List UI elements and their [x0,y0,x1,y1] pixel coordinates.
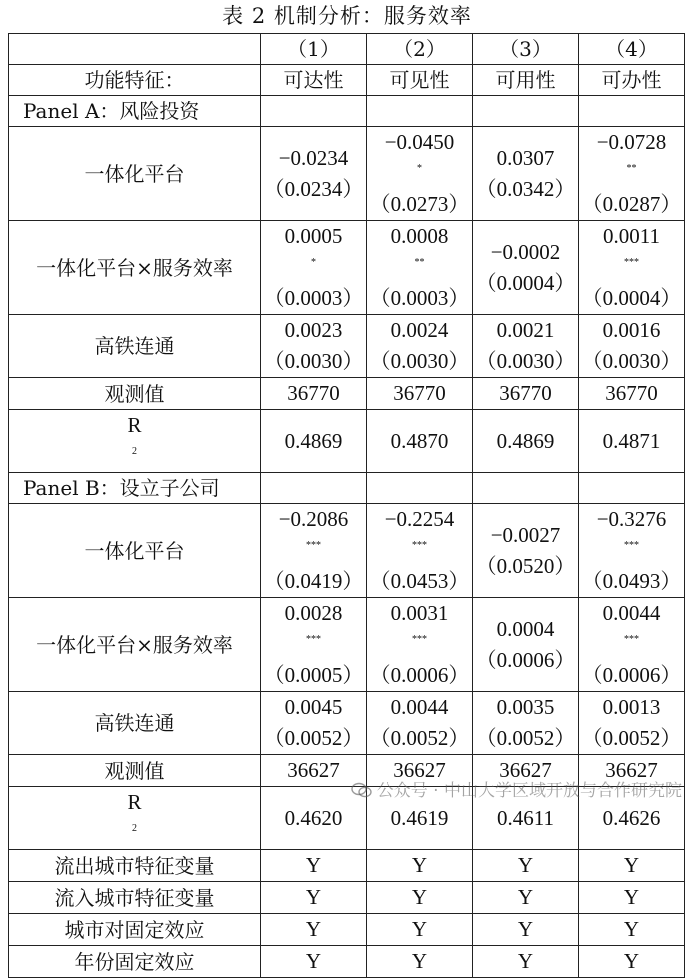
wechat-icon [351,782,373,798]
col-header: （2） [367,34,473,65]
row-label: 一体化平台×服务效率 [9,598,261,692]
table-caption: 表 2 机制分析：服务效率 [222,4,472,28]
header-blank [9,34,261,65]
panel-a-label: Panel A：风险投资 [9,96,261,127]
table-row: 高铁连通 0.0045 （0.0052） 0.0044 （0.0052） 0.0035 （0.0052） 0.0013 （0.0052） [9,692,685,755]
feature-header: 可见性 [367,65,473,96]
row-label: 年份固定效应 [9,946,261,978]
panel-b-row [9,473,685,504]
watermark [351,776,682,801]
watermark-text: 公众号 · 中山大学区域开放与合作研究院 [376,781,682,801]
table-row: 一体化平台×服务效率 0.0028 *** （0.0005） 0.0031 *** （0.0006） 0.0004 （0.0006） 0.0044 *** （0.0006） [9,598,685,692]
row-label: 高铁连通 [9,315,261,378]
col-header: （3） [473,34,579,65]
r2-row: R $^2$ 0.4620 0.4619 0.4611 0.4626 [9,787,685,850]
feature-header: 可办性 [579,65,685,96]
regression-table [8,33,685,978]
table-row: 高铁连通 0.0023 （0.0030） 0.0024 （0.0030） 0.0021 （0.0030） 0.0016 （0.0030） [9,315,685,378]
control-row: 年份固定效应 Y Y Y Y [9,946,685,978]
panel-b-label: Panel B：设立子公司 [9,473,261,504]
feature-header: 可用性 [473,65,579,96]
panel-a-row [9,96,685,127]
control-row: 流入城市特征变量 Y Y Y Y [9,882,685,914]
row-label: 一体化平台 [9,504,261,598]
row-label: 高铁连通 [9,692,261,755]
obs-row: 观测值 36770 36770 36770 36770 [9,378,685,410]
row-label: R $^2$ [9,787,261,850]
feature-header: 可达性 [261,65,367,96]
row-label: 一体化平台 [9,127,261,221]
col-header: （4） [579,34,685,65]
row-label: R $^2$ [9,410,261,473]
row-label: 流入城市特征变量 [9,882,261,914]
header-row-features [9,65,685,96]
control-row: 城市对固定效应 Y Y Y Y [9,914,685,946]
row-label: 一体化平台×服务效率 [9,221,261,315]
feature-label: 功能特征： [9,65,261,96]
table-row: 一体化平台 −0.0234 （0.0234） −0.0450 * （0.0273） 0.0307 （0.0342） −0.0728 ** （0.0287） [9,127,685,221]
row-label: 观测值 [9,378,261,410]
header-row-columns [9,34,685,65]
table-row: 一体化平台 −0.2086 *** （0.0419） −0.2254 *** （0.0453） −0.0027 （0.0520） −0.3276 *** （0.0493） [9,504,685,598]
col-header: （1） [261,34,367,65]
obs-row: 观测值 36627 36627 36627 36627 [9,755,685,787]
row-label: 城市对固定效应 [9,914,261,946]
control-row: 流出城市特征变量 Y Y Y Y [9,850,685,882]
table-row: 一体化平台×服务效率 0.0005 * （0.0003） 0.0008 ** （0.0003） −0.0002 （0.0004） 0.0011 *** （0.0004） [9,221,685,315]
row-label: 观测值 [9,755,261,787]
row-label: 流出城市特征变量 [9,850,261,882]
r2-row: R $^2$ 0.4869 0.4870 0.4869 0.4871 [9,410,685,473]
